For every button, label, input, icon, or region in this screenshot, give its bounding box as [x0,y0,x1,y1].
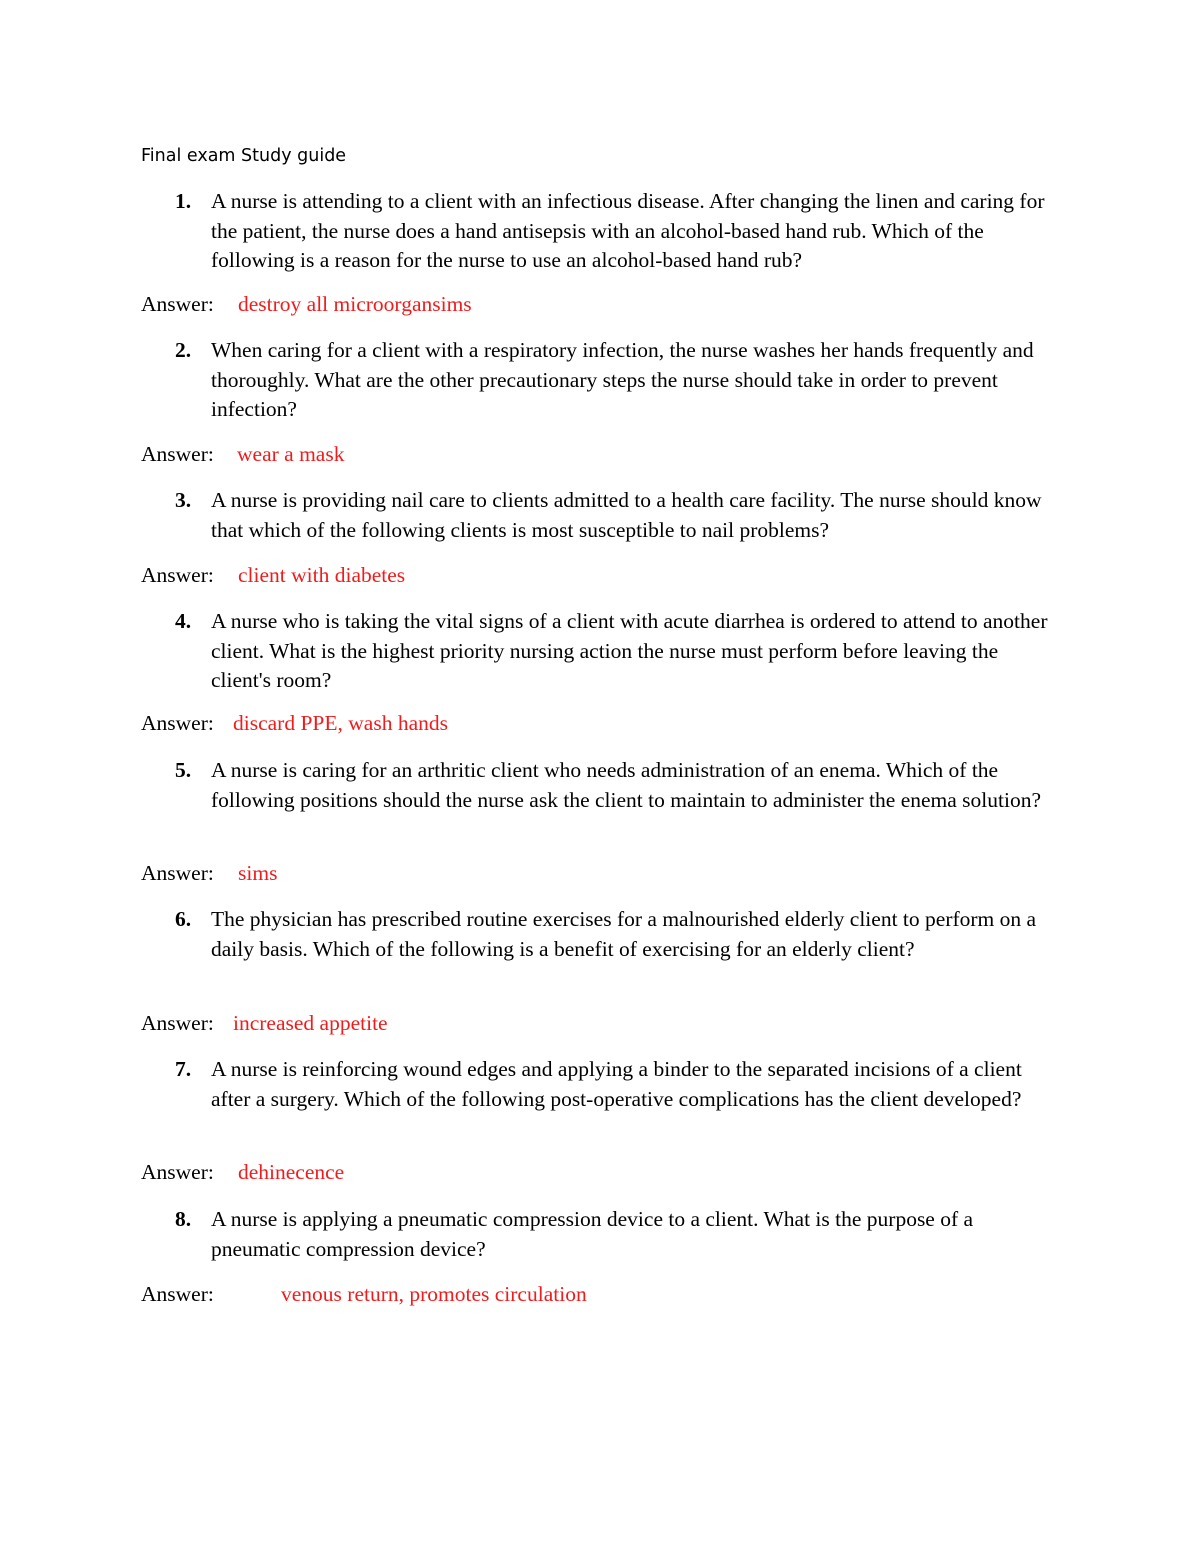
question-number: 8. [175,1207,192,1231]
question-text: When caring for a client with a respiratory infection, the nurse washes her hands frequently and thoroughly. What are the other precautionary steps the nurse should take in order to prevent infection? [211,338,1034,421]
answer-text: dehinecence [238,1160,345,1184]
answer-2 [141,440,1061,470]
answer-label: Answer: [141,563,214,587]
answer-text: sims [238,861,278,885]
question-text: A nurse who is taking the vital signs of a client with acute diarrhea is ordered to attend to another client. What is the highest priority nursing action the nurse must perform before leaving the client's room? [211,609,1048,692]
question-number: 3. [175,488,192,512]
question-text: The physician has prescribed routine exercises for a malnourished elderly client to perform on a daily basis. Which of the following is a benefit of exercising for an elderly client? [211,907,1037,961]
answer-text: client with diabetes [238,563,406,587]
question-text: A nurse is attending to a client with an infectious disease. After changing the linen and caring for the patient, the nurse does a hand antisepsis with an alcohol-based hand rub. Which of the following is a reason for the nurse to use an alcohol-based hand rub? [211,189,1045,272]
answer-text: destroy all microorgansims [238,292,472,316]
answer-label: Answer: [141,1011,214,1035]
answer-text: increased appetite [233,1011,388,1035]
question-number: 1. [175,189,192,213]
answer-label: Answer: [141,1282,214,1306]
answer-label: Answer: [141,1160,214,1184]
answer-label: Answer: [141,292,214,316]
question-number: 2. [175,338,192,362]
question-number: 4. [175,609,192,633]
question-number: 7. [175,1057,192,1081]
answer-4 [141,709,1061,739]
answer-8 [141,1280,1061,1310]
answer-text: wear a mask [237,442,345,466]
question-number: 5. [175,758,192,782]
answer-3 [141,561,1061,591]
answer-label: Answer: [141,711,214,735]
question-text: A nurse is caring for an arthritic client who needs administration of an enema. Which of the following positions should the nurse ask the client to maintain to administer the enema solution? [211,758,1041,812]
question-text: A nurse is providing nail care to clients admitted to a health care facility. The nurse should know that which of the following clients is most susceptible to nail problems? [211,488,1042,542]
answer-1 [141,290,1061,320]
answer-7 [141,1158,1061,1188]
answer-text: discard PPE, wash hands [233,711,448,735]
answer-label: Answer: [141,861,214,885]
document-title: Final exam Study guide [141,146,347,166]
answer-label: Answer: [141,442,214,466]
answer-6 [141,1009,1061,1039]
question-text: A nurse is reinforcing wound edges and applying a binder to the separated incisions of a client after a surgery. Which of the following post-operative complications has the client developed? [211,1057,1022,1111]
question-text: A nurse is applying a pneumatic compression device to a client. What is the purpose of a pneumatic compression device? [211,1207,974,1261]
answer-text: venous return, promotes circulation [281,1282,587,1306]
answer-5 [141,859,1061,889]
question-number: 6. [175,907,192,931]
